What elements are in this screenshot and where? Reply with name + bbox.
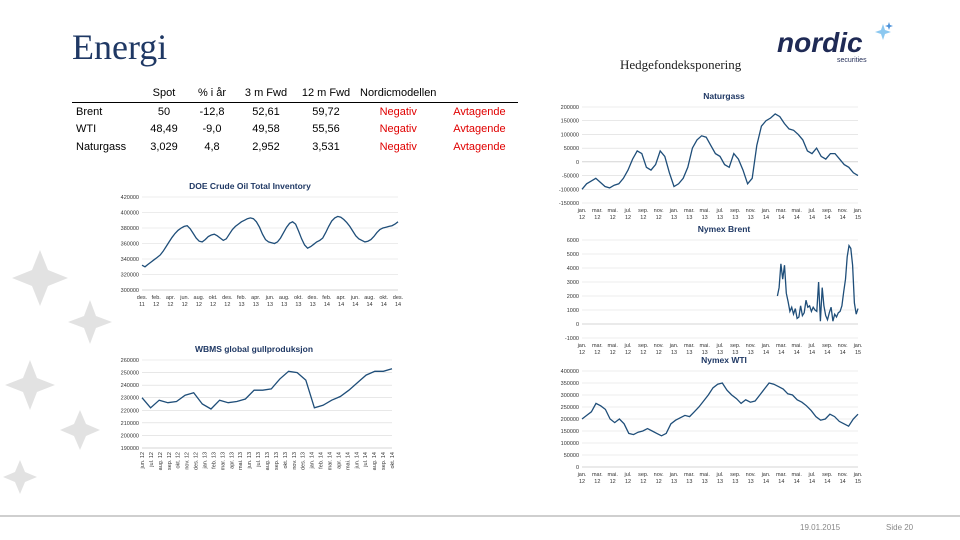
decorative-star-pattern (0, 240, 120, 520)
y-tick-label: 250000 (560, 405, 579, 411)
x-tick-label: okt. 12 (208, 295, 218, 308)
x-tick-label: sep. 13 (273, 452, 280, 471)
x-tick-label: sep. 14 (381, 452, 388, 471)
col-header-12m-fwd: 12 m Fwd (296, 84, 356, 103)
x-tick-label: jul. 12 (624, 343, 632, 356)
x-tick-label: feb. 14 (318, 452, 325, 469)
cell-trend: Avtagende (453, 123, 506, 136)
x-tick-label: mai. 12 (607, 208, 618, 221)
x-tick-label: nov. 13 (745, 343, 756, 356)
x-tick-label: nov. 14 (837, 472, 848, 485)
y-tick-label: 360000 (120, 241, 139, 248)
x-tick-label: des. 12 (222, 295, 233, 308)
x-tick-label: mai. 14 (791, 343, 802, 356)
cell-spot: 50 (157, 105, 171, 118)
x-tick-label: mai. 12 (607, 343, 618, 356)
y-tick-label: 210000 (120, 420, 139, 427)
x-tick-label: mar. 12 (591, 472, 603, 485)
footer (0, 515, 960, 540)
y-tick-label: -150000 (558, 201, 579, 207)
cell-spot: 48,49 (150, 123, 178, 136)
chart-title: Nymex WTI (701, 355, 747, 365)
col-header-model: Nordicmodellen (356, 84, 440, 103)
x-tick-label: nov. 12 (653, 208, 664, 221)
x-tick-label: jan. 15 (853, 472, 863, 485)
x-tick-label: feb. 14 (322, 295, 332, 308)
y-tick-label: 2000 (566, 294, 579, 300)
col-header-ytd: % i år (188, 84, 236, 103)
y-tick-label: 150000 (560, 429, 579, 435)
x-tick-label: jan. 14 (761, 343, 771, 356)
footer-date: 19.01.2015 (800, 523, 841, 532)
y-tick-label: -1000 (564, 336, 579, 342)
x-tick-label: sep. 12 (638, 343, 649, 356)
x-tick-label: okt. 13 (294, 295, 303, 308)
x-tick-label: jul. 12 (624, 208, 632, 221)
y-tick-label: 220000 (120, 408, 139, 415)
x-tick-label: feb. 13 (211, 452, 218, 469)
x-tick-label: mai. 14 (791, 472, 802, 485)
y-tick-label: -50000 (561, 173, 579, 180)
y-tick-label: 50000 (563, 146, 579, 153)
series-line (582, 383, 858, 436)
table-row (72, 121, 518, 139)
x-tick-label: sep. 14 (822, 472, 833, 485)
x-tick-label: aug. 12 (157, 452, 164, 471)
page-title: Energi (72, 27, 168, 67)
y-tick-label: 200000 (560, 417, 579, 423)
y-tick-label: 4000 (566, 266, 579, 272)
x-tick-label: jan. 14 (761, 472, 771, 485)
cell-3m-fwd: 52,61 (252, 105, 280, 118)
section-subtitle: Hedgefondeksponering (620, 57, 742, 72)
x-tick-label: jan. 12 (577, 343, 587, 356)
x-tick-label: sep. 12 (166, 452, 173, 471)
x-tick-label: mar. 13 (683, 208, 695, 221)
x-tick-label: feb. 12 (151, 295, 161, 308)
nymex-wti-chart (550, 355, 870, 490)
x-tick-label: jan. 13 (202, 452, 209, 469)
x-tick-label: mai. 13 (238, 452, 245, 471)
x-tick-label: sep. 13 (730, 208, 741, 221)
x-tick-label: sep. 14 (822, 343, 833, 356)
y-tick-label: -100000 (558, 187, 579, 194)
x-tick-label: mar. 13 (220, 452, 227, 471)
x-tick-label: jan. 14 (309, 452, 316, 469)
x-tick-label: okt. 13 (282, 452, 289, 469)
cell-ytd: -9,0 (202, 123, 222, 136)
y-tick-label: 200000 (560, 105, 579, 111)
x-tick-label: sep. 13 (730, 343, 741, 356)
x-tick-label: mar. 13 (683, 343, 695, 356)
x-tick-label: sep. 13 (730, 472, 741, 485)
row-name: Brent (76, 105, 103, 118)
x-tick-label: mai. 14 (791, 208, 802, 221)
x-tick-label: nov. 13 (745, 472, 756, 485)
col-header (72, 84, 140, 103)
x-tick-label: jul. 13 (716, 343, 724, 356)
nymex-brent-chart (550, 220, 870, 360)
x-tick-label: mar. 12 (591, 208, 603, 221)
chart-title: Naturgass (703, 91, 745, 101)
x-tick-label: apr. 12 (165, 295, 176, 308)
y-tick-label: 100000 (560, 132, 579, 139)
y-tick-label: 320000 (120, 272, 139, 279)
y-tick-label: 50000 (563, 453, 579, 459)
x-tick-label: mar. 14 (775, 472, 787, 485)
chart-title: DOE Crude Oil Total Inventory (189, 181, 311, 191)
y-tick-label: 190000 (120, 446, 139, 452)
series-line (582, 114, 858, 189)
x-tick-label: mar. 13 (683, 472, 695, 485)
y-tick-label: 250000 (120, 370, 139, 377)
y-tick-label: 3000 (566, 280, 579, 286)
x-tick-label: jul. 13 (716, 472, 724, 485)
y-tick-label: 380000 (120, 226, 139, 232)
y-tick-label: 0 (575, 465, 579, 471)
x-tick-label: des. 13 (300, 452, 307, 471)
logo-subtext: securities (837, 57, 867, 64)
x-tick-label: okt. 14 (379, 295, 389, 308)
row-name: WTI (76, 123, 97, 136)
cell-3m-fwd: 2,952 (252, 140, 280, 153)
x-tick-label: jan. 12 (577, 208, 587, 221)
y-tick-label: 5000 (566, 252, 579, 258)
x-tick-label: jan. 13 (669, 208, 679, 221)
y-tick-label: 200000 (120, 433, 139, 440)
cell-model: Negativ (379, 140, 417, 153)
x-tick-label: jul. 14 (808, 472, 816, 485)
x-tick-label: mar. 14 (775, 208, 787, 221)
y-tick-label: 0 (575, 159, 579, 166)
y-tick-label: 240000 (120, 383, 139, 390)
cell-spot: 3,029 (150, 140, 178, 153)
y-tick-label: 260000 (120, 358, 139, 364)
x-tick-label: aug. 13 (278, 295, 290, 308)
cell-trend: Avtagende (453, 140, 506, 153)
x-tick-label: mar. 14 (327, 452, 334, 471)
x-tick-label: jun. 13 (265, 295, 275, 308)
footer-divider (0, 515, 960, 517)
x-tick-label: jan. 13 (669, 472, 679, 485)
x-tick-label: nov. 13 (745, 208, 756, 221)
cell-3m-fwd: 49,58 (252, 123, 280, 136)
series-line (142, 369, 392, 409)
y-tick-label: 230000 (120, 395, 139, 402)
x-tick-label: jul. 14 (808, 208, 816, 221)
x-tick-label: jun. 14 (350, 295, 360, 308)
cell-12m-fwd: 55,56 (312, 123, 340, 136)
x-tick-label: apr. 14 (336, 295, 346, 308)
x-tick-label: jun. 13 (247, 452, 254, 469)
x-tick-label: des. 12 (193, 452, 200, 471)
table-row (72, 103, 518, 121)
y-tick-label: 1000 (566, 308, 579, 314)
x-tick-label: des. 14 (392, 295, 404, 308)
cell-12m-fwd: 59,72 (312, 105, 340, 118)
y-tick-label: 300000 (120, 288, 139, 294)
y-tick-label: 340000 (120, 257, 139, 263)
x-tick-label: aug. 13 (265, 452, 271, 471)
x-tick-label: jan. 12 (577, 472, 587, 485)
col-header-trend (440, 84, 518, 103)
x-tick-label: feb. 13 (236, 295, 247, 308)
x-tick-label: aug. 14 (372, 452, 379, 471)
x-tick-label: nov. 12 (653, 343, 664, 356)
cell-12m-fwd: 3,531 (312, 140, 340, 153)
x-tick-label: mai. 12 (607, 472, 618, 485)
cell-trend: Avtagende (453, 105, 506, 118)
x-tick-label: apr. 14 (336, 452, 343, 469)
x-tick-label: jun. 14 (354, 452, 361, 469)
chart-title: WBMS global gullproduksjon (194, 344, 314, 354)
x-tick-label: apr. 13 (229, 452, 236, 469)
y-tick-label: 400000 (560, 369, 579, 375)
y-tick-label: 150000 (560, 118, 579, 125)
y-tick-label: 350000 (560, 381, 579, 387)
x-tick-label: nov. 14 (837, 208, 848, 221)
x-tick-label: mai. 13 (699, 208, 710, 221)
x-tick-label: nov. 13 (291, 452, 298, 470)
cell-ytd: -12,8 (199, 105, 225, 118)
y-tick-label: 6000 (566, 238, 579, 244)
y-tick-label: 400000 (120, 210, 139, 217)
col-header-3m-fwd: 3 m Fwd (236, 84, 296, 103)
x-tick-label: nov. 12 (184, 452, 191, 470)
doe-inventory-chart (110, 175, 410, 315)
x-tick-label: jul. 13 (716, 208, 724, 221)
x-tick-label: jan. 15 (853, 208, 863, 221)
x-tick-label: mai. 13 (699, 472, 710, 485)
natural-gas-chart (550, 85, 870, 225)
nordic-logo (775, 20, 895, 65)
x-tick-label: apr. 13 (251, 295, 261, 308)
table-row (72, 138, 518, 156)
energy-spot-table (72, 84, 518, 156)
x-tick-label: jan. 15 (853, 343, 863, 356)
logo-sparkle-icon (875, 22, 893, 40)
x-tick-label: mar. 14 (775, 343, 787, 356)
x-tick-label: des. 13 (307, 295, 318, 308)
x-tick-label: jan. 13 (669, 343, 679, 356)
x-tick-label: mai. 14 (345, 452, 352, 471)
x-tick-label: jan. 14 (761, 208, 771, 221)
y-tick-label: 0 (575, 322, 579, 328)
x-tick-label: nov. 14 (837, 343, 848, 356)
gold-production-chart (110, 340, 410, 470)
x-tick-label: sep. 12 (638, 208, 649, 221)
table-header-row (72, 84, 518, 103)
footer-slide-number: Side 20 (886, 523, 914, 532)
x-tick-label: jul. 14 (363, 452, 370, 467)
x-tick-label: mar. 12 (591, 343, 603, 356)
y-tick-label: 420000 (120, 195, 139, 201)
col-header-spot: Spot (140, 84, 188, 103)
x-tick-label: jul. 13 (256, 452, 263, 467)
x-tick-label: jul. 12 (148, 452, 155, 467)
y-tick-label: 100000 (560, 441, 579, 447)
y-tick-label: 300000 (560, 393, 579, 399)
cell-ytd: 4,8 (204, 140, 220, 153)
row-name: Naturgass (76, 140, 127, 153)
cell-model: Negativ (379, 123, 417, 136)
x-tick-label: sep. 12 (638, 472, 649, 485)
x-tick-label: okt. 12 (175, 452, 182, 469)
x-tick-label: des. 11 (136, 295, 148, 308)
x-tick-label: mai. 13 (699, 343, 710, 356)
logo-text: nordic (777, 27, 863, 58)
x-tick-label: jun. 12 (180, 295, 190, 308)
x-tick-label: aug. 14 (364, 295, 375, 308)
x-tick-label: jul. 12 (624, 472, 632, 485)
cell-model: Negativ (379, 105, 417, 118)
x-tick-label: jul. 14 (808, 343, 816, 356)
x-tick-label: okt. 14 (390, 452, 396, 469)
chart-title: Nymex Brent (697, 224, 751, 234)
x-tick-label: nov. 12 (653, 472, 664, 485)
x-tick-label: jun. 12 (140, 452, 146, 469)
x-tick-label: aug. 12 (193, 295, 205, 308)
x-tick-label: sep. 14 (822, 208, 833, 221)
